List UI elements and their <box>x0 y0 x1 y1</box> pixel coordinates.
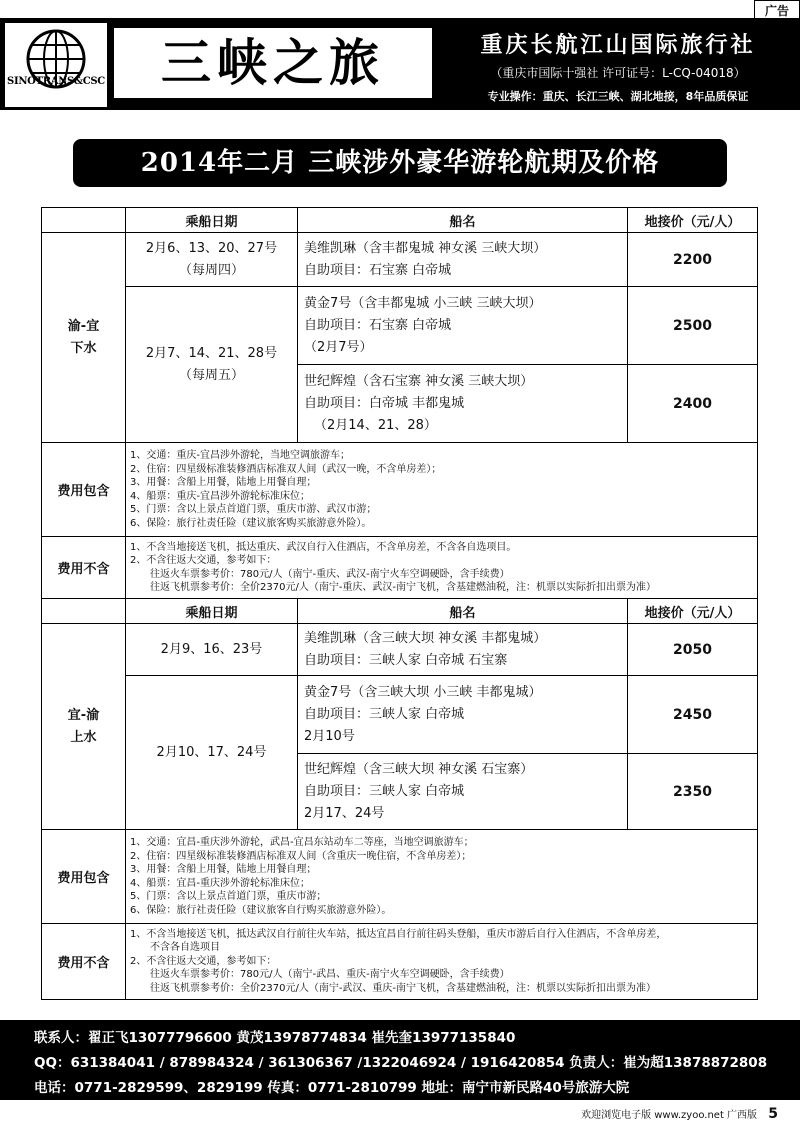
license-number: （重庆市国际十强社 许可证号：L-CQ-04018） <box>490 66 746 80</box>
list-item: 1、不含当地接送飞机，抵达武汉自行前往火车站，抵达宜昌自行前往码头登船，重庆市游后自行入住酒店，不含单房差， <box>130 928 667 940</box>
ship-optional: 自助项目：白帝城 丰都鬼城 <box>304 395 465 411</box>
list-item: 3、用餐：含船上用餐，陆地上用餐自理； <box>130 477 317 488</box>
list-item: 2、住宿：四星级标准装修酒店标准双人间（武汉一晚，不含单房差）； <box>130 463 442 475</box>
ship-name: 黄金7号（含三峡大坝 小三峡 丰都鬼城） <box>304 684 542 700</box>
ship-cell <box>298 365 628 443</box>
dates-line: 2月10、17、24号 <box>156 744 267 760</box>
logo-text: SINOTRANS&CSC <box>7 76 105 87</box>
header-price: 地接价（元/人） <box>628 208 758 233</box>
list-item: 5、门票：含以上景点首道门票，重庆市游； <box>130 891 327 902</box>
route-cell <box>42 233 126 443</box>
company-name: 重庆长航江山国际旅行社 <box>480 33 756 58</box>
price-cell: 2450 <box>628 676 758 754</box>
included-label: 费用包含 <box>42 830 126 924</box>
table-row <box>42 676 758 754</box>
downstream-table <box>41 207 758 599</box>
ship-cell <box>298 624 628 676</box>
ship-name: 美维凯琳（含三峡大坝 神女溪 丰都鬼城） <box>304 630 547 646</box>
list-item: 5、门票：含以上景点首道门票，重庆市游、武汉市游； <box>130 504 377 515</box>
dates-note: （每周四） <box>178 262 244 278</box>
header-route <box>42 208 126 233</box>
contact-persons: 联系人：翟正飞13077796600 黄茂13978774834 崔先奎13977135840 <box>34 1030 516 1046</box>
list-item: 6、保险：旅行社责任险（建议旅客购买旅游意外险）。 <box>130 517 372 529</box>
header-ship: 船名 <box>298 599 628 624</box>
excluded-list <box>126 924 758 1000</box>
excluded-row <box>42 924 758 1000</box>
dates-line: 2月9、16、23号 <box>160 641 263 657</box>
ship-name: 世纪辉煌（含三峡大坝 神女溪 石宝寨） <box>304 761 534 777</box>
globe-icon <box>5 23 107 107</box>
included-label: 费用包含 <box>42 443 126 537</box>
list-item: 往返飞机票参考价：全价2370元/人（南宁-武汉、重庆-南宁飞机，含基建燃油税，注：机票以实际折扣出票为准） <box>150 982 657 994</box>
header-price: 地接价（元/人） <box>628 599 758 624</box>
footer-contacts <box>0 1020 800 1100</box>
route-line: 宜-渝 <box>67 707 100 723</box>
list-item: 4、船票：宜昌-重庆涉外游轮标准床位； <box>130 877 310 889</box>
ship-optional: 自助项目：三峡人家 白帝城 石宝寨 <box>304 652 508 668</box>
included-row <box>42 830 758 924</box>
header-ship: 船名 <box>298 208 628 233</box>
list-item: 往返火车票参考价：780元/人（南宁-武昌、重庆-南宁火车空调硬卧，含手续费） <box>150 969 510 981</box>
list-item: 1、不含当地接送飞机，抵达重庆、武汉自行入住酒店，不含单房差，不含各自选项目。 <box>130 541 517 553</box>
dates-cell <box>126 676 298 830</box>
list-item: 1、交通：宜昌-重庆涉外游轮，武昌-宜昌东站动车二等座，当地空调旅游车； <box>130 837 474 848</box>
ship-note: 2月10号 <box>304 728 355 744</box>
ship-name: 黄金7号（含丰都鬼城 小三峡 三峡大坝） <box>304 295 542 311</box>
ship-name: 美维凯琳（含丰都鬼城 神女溪 三峡大坝） <box>304 240 547 256</box>
dates-line: 2月6、13、20、27号 <box>145 240 278 256</box>
excluded-label: 费用不含 <box>42 537 126 599</box>
ship-cell <box>298 233 628 287</box>
company-logo <box>4 22 108 108</box>
header-route <box>42 599 126 624</box>
ad-tag: 广告 <box>754 0 800 22</box>
header-banner <box>0 18 800 110</box>
price-cell: 2400 <box>628 365 758 443</box>
route-direction: 上水 <box>70 729 97 745</box>
price-cell: 2350 <box>628 754 758 830</box>
included-list <box>126 443 758 537</box>
excluded-list <box>126 537 758 599</box>
table-row <box>42 287 758 365</box>
route-cell <box>42 624 126 830</box>
list-item: 往返飞机票参考价：全价2370元/人（南宁-重庆、武汉-南宁飞机，含基建燃油税，注：机票以实际折扣出票为准） <box>150 582 657 593</box>
ship-name: 世纪辉煌（含石宝寨 神女溪 三峡大坝） <box>304 373 534 389</box>
ship-optional: 自助项目：三峡人家 白帝城 <box>304 783 465 799</box>
upstream-table <box>41 598 758 1000</box>
website-note: 欢迎浏览电子版 www.zyoo.net 广西版 <box>581 1110 758 1121</box>
excluded-row <box>42 537 758 599</box>
route-line: 渝-宜 <box>67 318 100 334</box>
qq-numbers: QQ：631384041 / 878984324 / 361306367 /1322046924 / 1916420854 负责人：崔为超13878872808 <box>34 1055 768 1071</box>
dates-note: （每周五） <box>178 367 244 383</box>
table-header <box>42 208 758 233</box>
ship-cell <box>298 287 628 365</box>
specialty-line: 专业操作：重庆、长江三峡、湖北地接，8年品质保证 <box>487 90 749 103</box>
ship-note: 2月17、24号 <box>304 805 385 821</box>
price-cell: 2500 <box>628 287 758 365</box>
list-item: 3、用餐：含船上用餐，陆地上用餐自理； <box>130 864 317 875</box>
route-direction: 下水 <box>70 340 97 356</box>
brand-title: 三峡之旅 <box>114 28 432 98</box>
ship-cell <box>298 676 628 754</box>
list-item: 2、不含往返大交通，参考如下： <box>130 955 277 967</box>
ship-optional: 自助项目：石宝寨 白帝城 <box>304 262 452 278</box>
schedule-tables <box>41 207 757 1007</box>
list-item: 1、交通：重庆-宜昌涉外游轮，当地空调旅游车； <box>130 450 350 461</box>
dates-cell <box>126 233 298 287</box>
header-date: 乘船日期 <box>126 208 298 233</box>
list-item: 2、不含往返大交通，参考如下： <box>130 555 277 566</box>
excluded-label: 费用不含 <box>42 924 126 1000</box>
list-item: 2、住宿：四星级标准装修酒店标准双人间（含重庆一晚住宿，不含单房差）； <box>130 850 472 862</box>
ship-cell <box>298 754 628 830</box>
ship-note: （2月14、21、28） <box>314 417 437 433</box>
table-row <box>42 624 758 676</box>
dates-line: 2月7、14、21、28号 <box>145 345 278 361</box>
ship-optional: 自助项目：石宝寨 白帝城 <box>304 317 452 333</box>
dates-cell <box>126 624 298 676</box>
list-item: 6、保险：旅行社责任险（建议旅客自行购买旅游意外险）。 <box>130 904 392 916</box>
page-title: 2014年二月 三峡涉外豪华游轮航期及价格 <box>73 139 727 187</box>
price-cell: 2050 <box>628 624 758 676</box>
list-item: 4、船票：重庆-宜昌涉外游轮标准床位； <box>130 490 310 502</box>
header-date: 乘船日期 <box>126 599 298 624</box>
page-footer <box>581 1106 778 1122</box>
price-cell: 2200 <box>628 233 758 287</box>
table-header <box>42 599 758 624</box>
ship-note: （2月7号） <box>304 339 373 355</box>
phone-address: 电话：0771-2829599、2829199 传真：0771-2810799 地址：南宁市新民路40号旅游大院 <box>34 1080 630 1096</box>
list-item: 不含各自选项目 <box>150 942 220 954</box>
table-row <box>42 233 758 287</box>
included-list <box>126 830 758 924</box>
page-number: 5 <box>768 1106 778 1122</box>
ship-optional: 自助项目：三峡人家 白帝城 <box>304 706 465 722</box>
list-item: 往返火车票参考价：780元/人（南宁-重庆、武汉-南宁火车空调硬卧，含手续费） <box>150 568 510 580</box>
included-row <box>42 443 758 537</box>
dates-cell <box>126 287 298 443</box>
